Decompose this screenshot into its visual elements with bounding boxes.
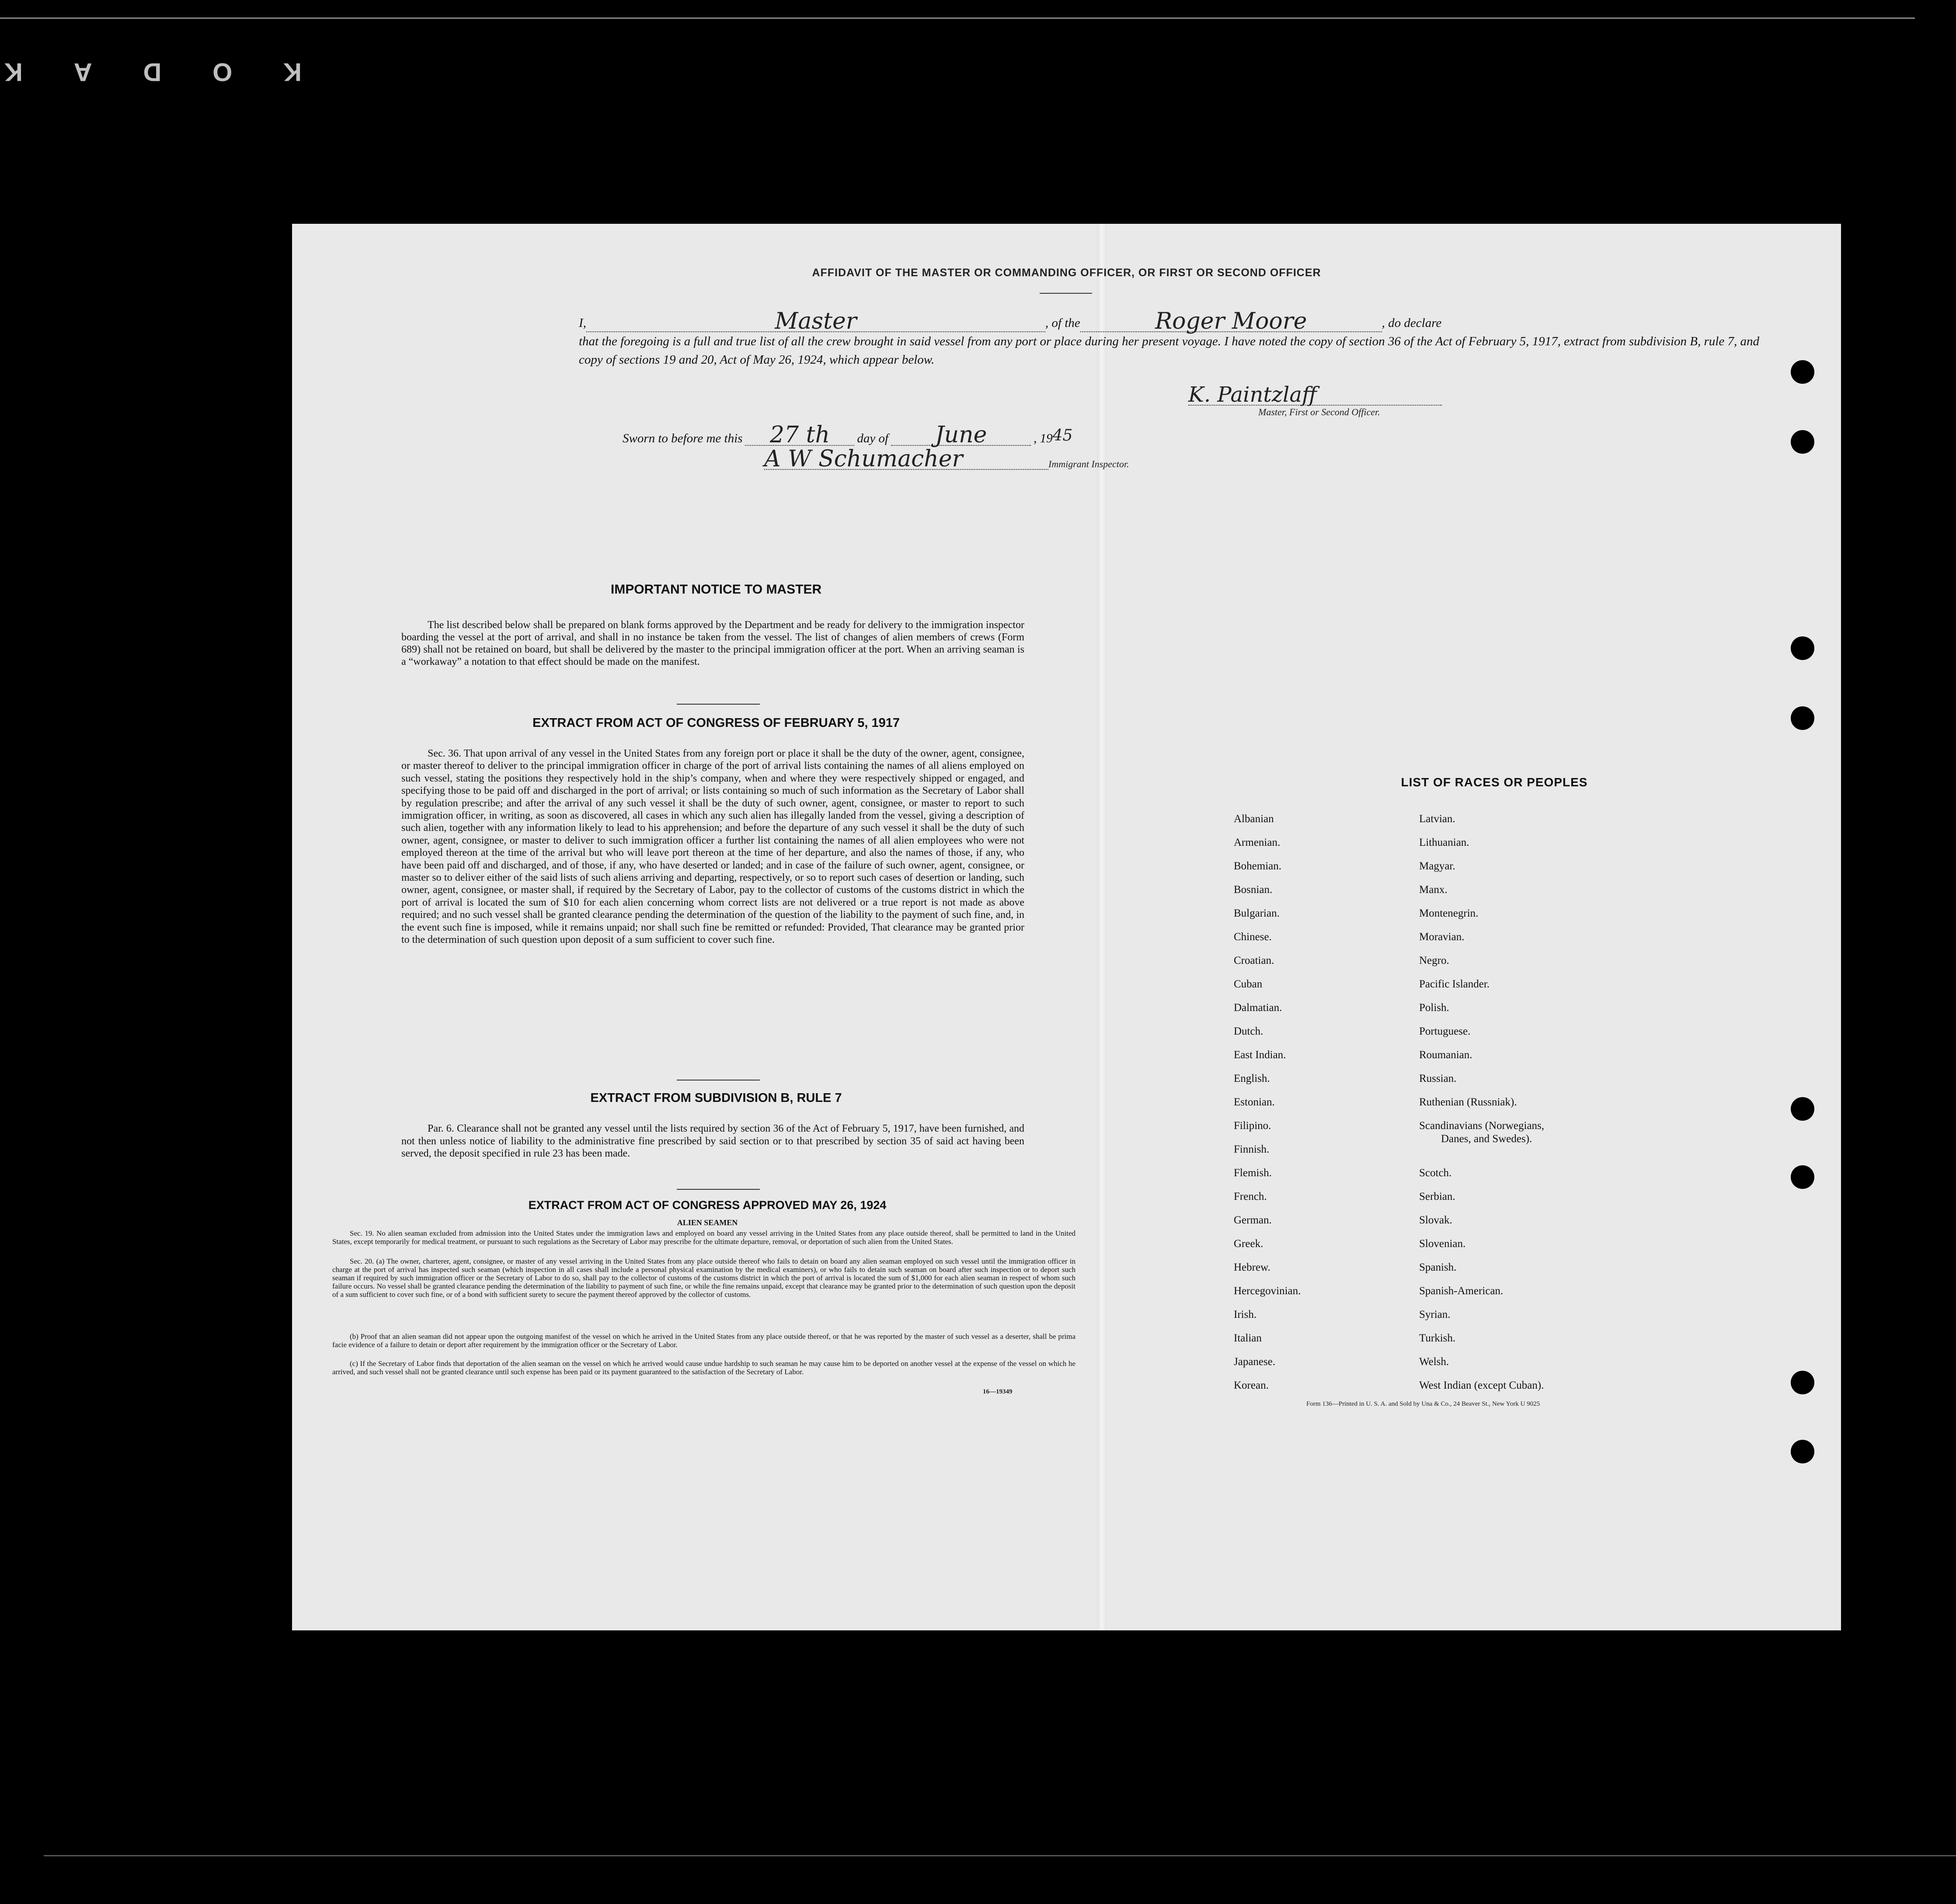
declaration-text: that the foregoing is a full and true list of all the crew brought in said vessel from any port or place during her present voyage. I have noted the copy of section 36 of the Act of February 5, 1917, extract from subdivision B, rule 7, and copy of sections 19 and 20, Act of May 26, 1924, which appear below.	[579, 334, 1759, 367]
race-item: Filipino.	[1234, 1120, 1271, 1132]
race-item: Magyar.	[1419, 860, 1455, 872]
film-edge-line-bottom	[44, 1855, 1956, 1856]
race-item: German.	[1234, 1214, 1272, 1226]
race-item: Cuban	[1234, 978, 1263, 990]
affidavit-title: AFFIDAVIT OF THE MASTER OR COMMANDING OFFICER, OR FIRST OR SECOND OFFICER	[812, 267, 1321, 279]
race-item: Montenegrin.	[1419, 907, 1479, 919]
race-item: Korean.	[1234, 1379, 1269, 1391]
race-item: West Indian (except Cuban).	[1419, 1379, 1544, 1391]
race-item: Spanish.	[1419, 1261, 1457, 1273]
race-item: Serbian.	[1419, 1191, 1455, 1202]
notice-text: The list described below shall be prepared on blank forms approved by the Department and be ready for delivery to the immigration inspector boarding the vessel at the port of arrival, and shall in no instance be taken from the vessel. The list of changes of alien members of crews (Form 689) shall not be retained on board, but shall be delivered by the master to the principal immigration officer at the port. When an arriving seaman is a “workaway” a notation to that effect should be made on the manifest.	[401, 619, 1024, 667]
punch-hole	[1791, 636, 1814, 660]
month-handwritten: June	[891, 425, 1031, 446]
race-item: Italian	[1234, 1332, 1262, 1344]
race-item: Greek.	[1234, 1238, 1263, 1250]
inspector-caption: Immigrant Inspector.	[1048, 459, 1129, 469]
race-item: Ruthenian (Russniak).	[1419, 1096, 1517, 1108]
master-signature-block	[1188, 382, 1735, 418]
rule7-text	[401, 1122, 1024, 1160]
race-item: Polish.	[1419, 1002, 1449, 1014]
rule7-title: EXTRACT FROM SUBDIVISION B, RULE 7	[590, 1091, 842, 1105]
film-letter: A	[73, 58, 92, 87]
race-item: Turkish.	[1419, 1332, 1456, 1344]
signature-caption: Master, First or Second Officer.	[1258, 407, 1380, 417]
day-handwritten: 27 th	[745, 425, 854, 446]
vessel-name-handwritten: Roger Moore	[1080, 311, 1382, 332]
extract-1917-text	[401, 747, 1024, 946]
punch-hole	[1791, 1440, 1814, 1463]
punch-hole	[1791, 1371, 1814, 1394]
race-item: Portuguese.	[1419, 1025, 1471, 1037]
divider	[677, 1080, 760, 1081]
extract-1924-title: EXTRACT FROM ACT OF CONGRESS APPROVED MAY 26, 1924	[528, 1199, 887, 1212]
race-item: Lithuanian.	[1419, 837, 1469, 848]
paragraph-6-body: Clearance shall not be granted any vessel until the lists required by section 36 of the Act of February 5, 1917, have been furnished, and not then unless notice of liability to the administrative fine prescribed by said section or to that prescribed by section 35 of said act having been served, the deposit specified in rule 23 has been made.	[401, 1123, 1025, 1159]
section-36-body: That upon arrival of any vessel in the United States from any foreign port or place it shall be the duty of the owner, agent, consignee, or master thereof to deliver to the principal immigration officer in charge of the port of arrival lists containing the names of all aliens employed on such vessel, stating the positions they respectively hold in the ship’s company, when and where they were respectively shipped or engaged, and specifying those to be paid off and discharged in the port of arrival; or lists containing so much of such information as the Secretary of Labor shall by regulation prescribe; and after the arrival of any such vessel it shall be the duty of such owner, agent, consignee, or master to report to such immigration officer, in writing, as soon as discovered, all cases in which any such alien has illegally landed from the vessel, giving a description of such alien, together with any information likely to lead to his apprehension; and before the departure of any such vessel it shall be the duty of such owner, agent, consignee, or master to deliver to such immigration officer a further list containing the names of all alien employees who were not employed thereon at the time of the arrival but who will leave port thereon at the time of her departure, and also the names of those, if any, who have been paid off and discharged, and of those, if any, who have deserted or landed; and in case of the failure of such owner, agent, consignee, or master so to deliver either of the said lists of such aliens arriving and departing, respectively, or so to report such cases of desertion or landing, such owner, agent, consignee, or master shall, if required by the Secretary of Labor, pay to the collector of customs of the customs district in which the port of arrival is located the sum of $10 for each alien concerning whom correct lists are not delivered or a true report is not made as above required; and no such vessel shall be granted clearance pending the determination of the question of the liability to the payment of such fine, and, in the event such fine is imposed, while it remains unpaid; nor shall such fine be remitted or refunded: Provided, That clearance may be granted prior to the determination of such question upon deposit of a sum sufficient to cover such fine.	[401, 748, 1024, 946]
punch-hole	[1791, 1097, 1814, 1121]
film-letter: O	[212, 58, 233, 87]
sec-19-text: Sec. 19. No alien seaman excluded from admission into the United States under the immigration laws and employed on board any vessel arriving in the United States from any place outside thereof, shall be permitted to land in the United States, except temporarily for medical treatment, or pursuant to such regulations as the Secretary of Labor may prescribe for the ultimate departure, removal, or deportation of such alien from the United States.	[332, 1229, 1075, 1246]
race-item: Dutch.	[1234, 1025, 1263, 1037]
race-item: Scotch.	[1419, 1167, 1452, 1179]
day-of-label: day of	[857, 431, 889, 445]
film-letter: K	[4, 58, 23, 87]
race-item-continuation: Danes, and Swedes).	[1441, 1133, 1532, 1145]
race-item: Welsh.	[1419, 1356, 1449, 1368]
race-item: Manx.	[1419, 884, 1448, 896]
film-letter: K	[283, 58, 302, 87]
do-declare-label: , do declare	[1382, 316, 1442, 330]
film-edge-line-top	[0, 17, 1915, 19]
race-item: French.	[1234, 1191, 1267, 1202]
race-item: Armenian.	[1234, 837, 1281, 848]
sworn-label: Sworn to before me this	[623, 431, 743, 445]
race-item: Moravian.	[1419, 931, 1465, 943]
race-item: Slovenian.	[1419, 1238, 1466, 1250]
race-item: Spanish-American.	[1419, 1285, 1504, 1297]
section-label: Sec. 36.	[428, 748, 461, 759]
race-item: Chinese.	[1234, 931, 1272, 943]
notice-title: IMPORTANT NOTICE TO MASTER	[610, 582, 822, 597]
punch-hole	[1791, 1165, 1814, 1189]
punch-hole	[1791, 430, 1814, 454]
manifest-page	[292, 224, 1841, 1630]
sworn-line	[623, 422, 1322, 448]
of-the-label: , of the	[1045, 316, 1080, 330]
affidavit-declaration	[579, 308, 1759, 369]
divider	[677, 704, 760, 705]
race-item: Slovak.	[1419, 1214, 1452, 1226]
race-item: Latvian.	[1419, 813, 1455, 825]
master-name-handwritten: Master	[586, 311, 1045, 332]
race-item: Russian.	[1419, 1073, 1457, 1084]
race-item: Syrian.	[1419, 1309, 1451, 1320]
race-item: Croatian.	[1234, 955, 1274, 966]
race-item: Bosnian.	[1234, 884, 1273, 896]
sec-20a-text: Sec. 20. (a) The owner, charterer, agent, consignee, or master of any vessel arriving in the United States from any place outside thereof who fails to detain on board any alien seaman employed on such vessel until the immigration officer in charge at the port of arrival has inspected such seaman (which inspection in all cases shall include a personal physical examination by the medical examiners), or who fails to detain such seaman on board after such inspection or to deport such seaman if required by such immigration officer or the Secretary of Labor to do so, shall pay to the collector of customs of the customs district in which the port of arrival is located the sum of $1,000 for each alien seaman in respect of whom such failure occurs. No vessel shall be granted clearance pending the determination of the liability to payment of such fine, or while the fine remains unpaid, except that clearance may be granted prior to the determination of such question upon the deposit of a sum sufficient to cover such fine, or of a bond with sufficient surety to secure the payment thereof approved by the collector of customs.	[332, 1257, 1075, 1299]
film-letter: D	[143, 58, 162, 87]
extract-1917-title: EXTRACT FROM ACT OF CONGRESS OF FEBRUARY 5, 1917	[532, 716, 900, 730]
kodak-film-edge-mark	[4, 52, 302, 92]
race-item: Hercegovinian.	[1234, 1285, 1301, 1297]
race-item: English.	[1234, 1073, 1270, 1084]
race-item: Estonian.	[1234, 1096, 1275, 1108]
race-item: Pacific Islander.	[1419, 978, 1490, 990]
i-label: I,	[579, 316, 586, 330]
race-item: Roumanian.	[1419, 1049, 1472, 1061]
form-printer-note: Form 136—Printed in U. S. A. and Sold by Una & Co., 24 Beaver St., New York U 9025	[1306, 1400, 1540, 1407]
race-item: Hebrew.	[1234, 1261, 1270, 1273]
races-title: LIST OF RACES OR PEOPLES	[1401, 775, 1588, 789]
extract-1924-subtitle: ALIEN SEAMEN	[677, 1218, 738, 1227]
race-item: East Indian.	[1234, 1049, 1286, 1061]
print-code: 16—19349	[983, 1388, 1013, 1395]
race-item: Bulgarian.	[1234, 907, 1280, 919]
race-item: Finnish.	[1234, 1143, 1270, 1155]
race-item: Albanian	[1234, 813, 1274, 825]
master-signature: K. Paintzlaff	[1188, 385, 1442, 406]
year-handwritten: 45	[1052, 427, 1073, 445]
inspector-signature: A W Schumacher	[764, 449, 1048, 470]
sec-20b-text: (b) Proof that an alien seaman did not appear upon the outgoing manifest of the vessel on which he arrived in the United States from any place outside thereof, or that he was reported by the master of such vessel as a deserter, shall be prima facie evidence of a failure to detain or deport after requirement by the immigration officer or the Secretary of Labor.	[332, 1332, 1075, 1349]
divider	[677, 1189, 760, 1190]
race-item: Japanese.	[1234, 1356, 1276, 1368]
divider	[1040, 293, 1092, 294]
inspector-signature-block	[764, 446, 1129, 472]
race-item: Negro.	[1419, 955, 1449, 966]
race-item: Dalmatian.	[1234, 1002, 1282, 1014]
race-item: Bohemian.	[1234, 860, 1282, 872]
year-prefix: , 19	[1034, 431, 1053, 445]
paragraph-label: Par. 6.	[428, 1123, 454, 1134]
punch-hole	[1791, 706, 1814, 730]
race-item: Flemish.	[1234, 1167, 1272, 1179]
race-item: Irish.	[1234, 1309, 1257, 1320]
race-item: Scandinavians (Norwegians,	[1419, 1120, 1545, 1132]
punch-hole	[1791, 360, 1814, 384]
sec-20c-text: (c) If the Secretary of Labor finds that deportation of the alien seaman on the vessel on which he arrived would cause undue hardship to such seaman he may cause him to be deported on another vessel at the expense of the vessel on which he arrived, and such vessel shall not be granted clearance until such expense has been paid or its payment guaranteed to the satisfaction of the Secretary of Labor.	[332, 1359, 1075, 1376]
